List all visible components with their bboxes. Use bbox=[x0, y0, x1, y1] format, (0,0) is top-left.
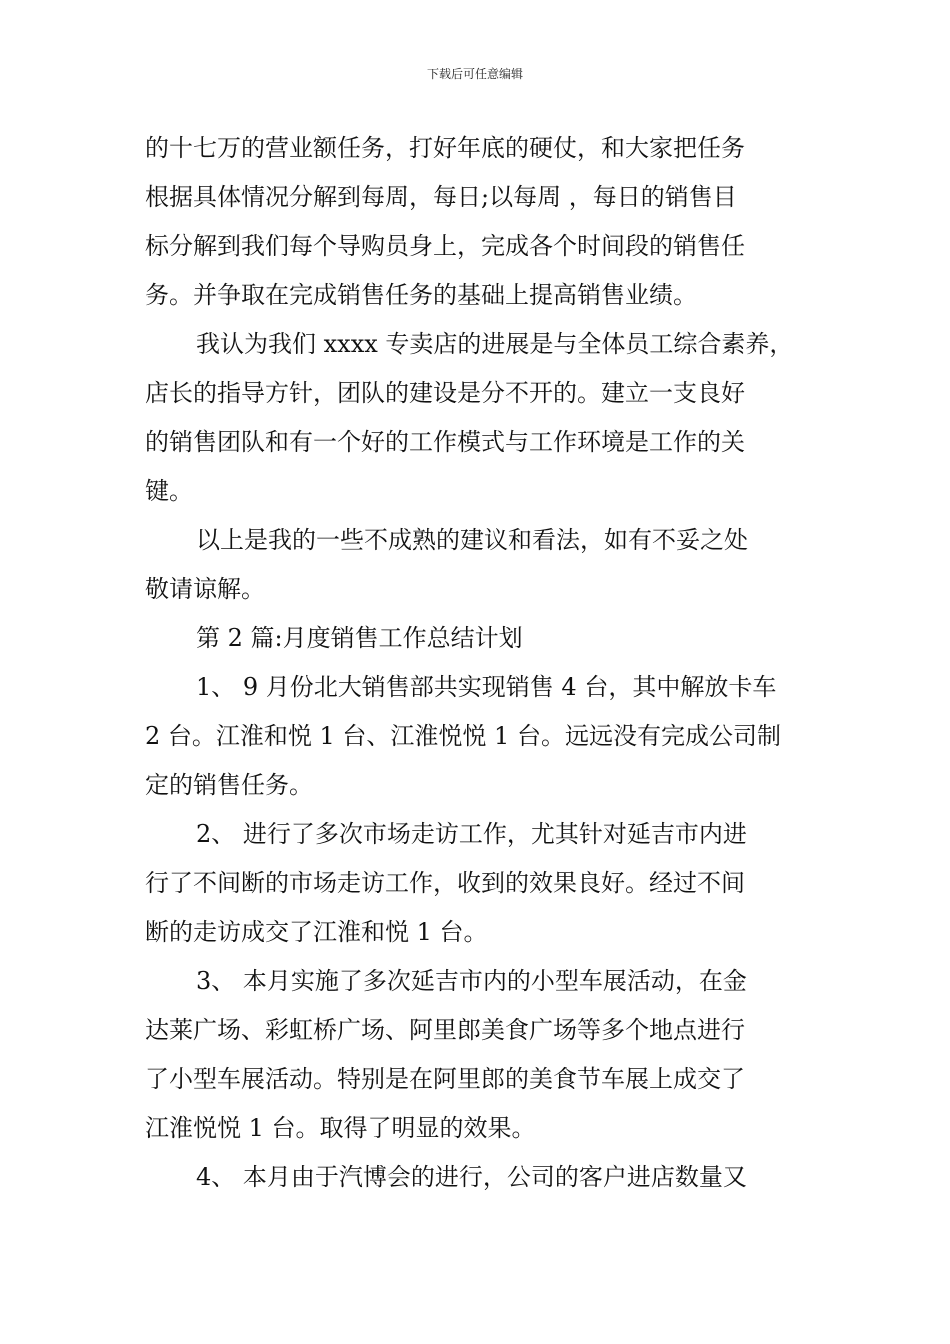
text-line: 以上是我的一些不成熟的建议和看法，如有不妥之处 bbox=[196, 526, 748, 554]
text-line: 的销售团队和有一个好的工作模式与工作环境是工作的关 bbox=[145, 428, 745, 456]
text-line: 行了不间断的市场走访工作，收到的效果良好。经过不间 bbox=[145, 869, 745, 897]
text-line: 店长的指导方针，团队的建设是分不开的。建立一支良好 bbox=[145, 379, 745, 407]
text-line: 务。并争取在完成销售任务的基础上提高销售业绩。 bbox=[145, 281, 697, 309]
text-line: 敬请谅解。 bbox=[145, 575, 265, 603]
text-line: 江淮悦悦 1 台。取得了明显的效果。 bbox=[145, 1114, 536, 1142]
text-line: 3、 本月实施了多次延吉市内的小型车展活动，在金 bbox=[196, 967, 747, 995]
page-header: 下载后可任意编辑 bbox=[426, 67, 523, 81]
text-line: 标分解到我们每个导购员身上，完成各个时间段的销售任 bbox=[145, 232, 745, 260]
text-line: 断的走访成交了江淮和悦 1 台。 bbox=[145, 918, 488, 946]
text-line: 根据具体情况分解到每周，每日;以每周 ，每日的销售目 bbox=[145, 183, 737, 211]
text-line: 我认为我们 xxxx 专卖店的进展是与全体员工综合素养， bbox=[196, 330, 794, 358]
text-line: 1、 9 月份北大销售部共实现销售 4 台，其中解放卡车 bbox=[196, 673, 777, 701]
document-body bbox=[145, 124, 810, 1202]
text-line: 达莱广场、彩虹桥广场、阿里郎美食广场等多个地点进行 bbox=[145, 1016, 745, 1044]
text-line: 的十七万的营业额任务，打好年底的硬仗，和大家把任务 bbox=[145, 134, 745, 162]
text-line: 2 台。江淮和悦 1 台、江淮悦悦 1 台。远远没有完成公司制 bbox=[145, 722, 781, 750]
text-line: 了小型车展活动。特别是在阿里郎的美食节车展上成交了 bbox=[145, 1065, 745, 1093]
text-line: 定的销售任务。 bbox=[145, 771, 313, 799]
text-line: 4、 本月由于汽博会的进行，公司的客户进店数量又 bbox=[196, 1163, 747, 1191]
section-heading: 第 2 篇:月度销售工作总结计划 bbox=[196, 624, 523, 652]
text-line: 2、 进行了多次市场走访工作，尤其针对延吉市内进 bbox=[196, 820, 747, 848]
text-line: 键。 bbox=[145, 477, 193, 505]
